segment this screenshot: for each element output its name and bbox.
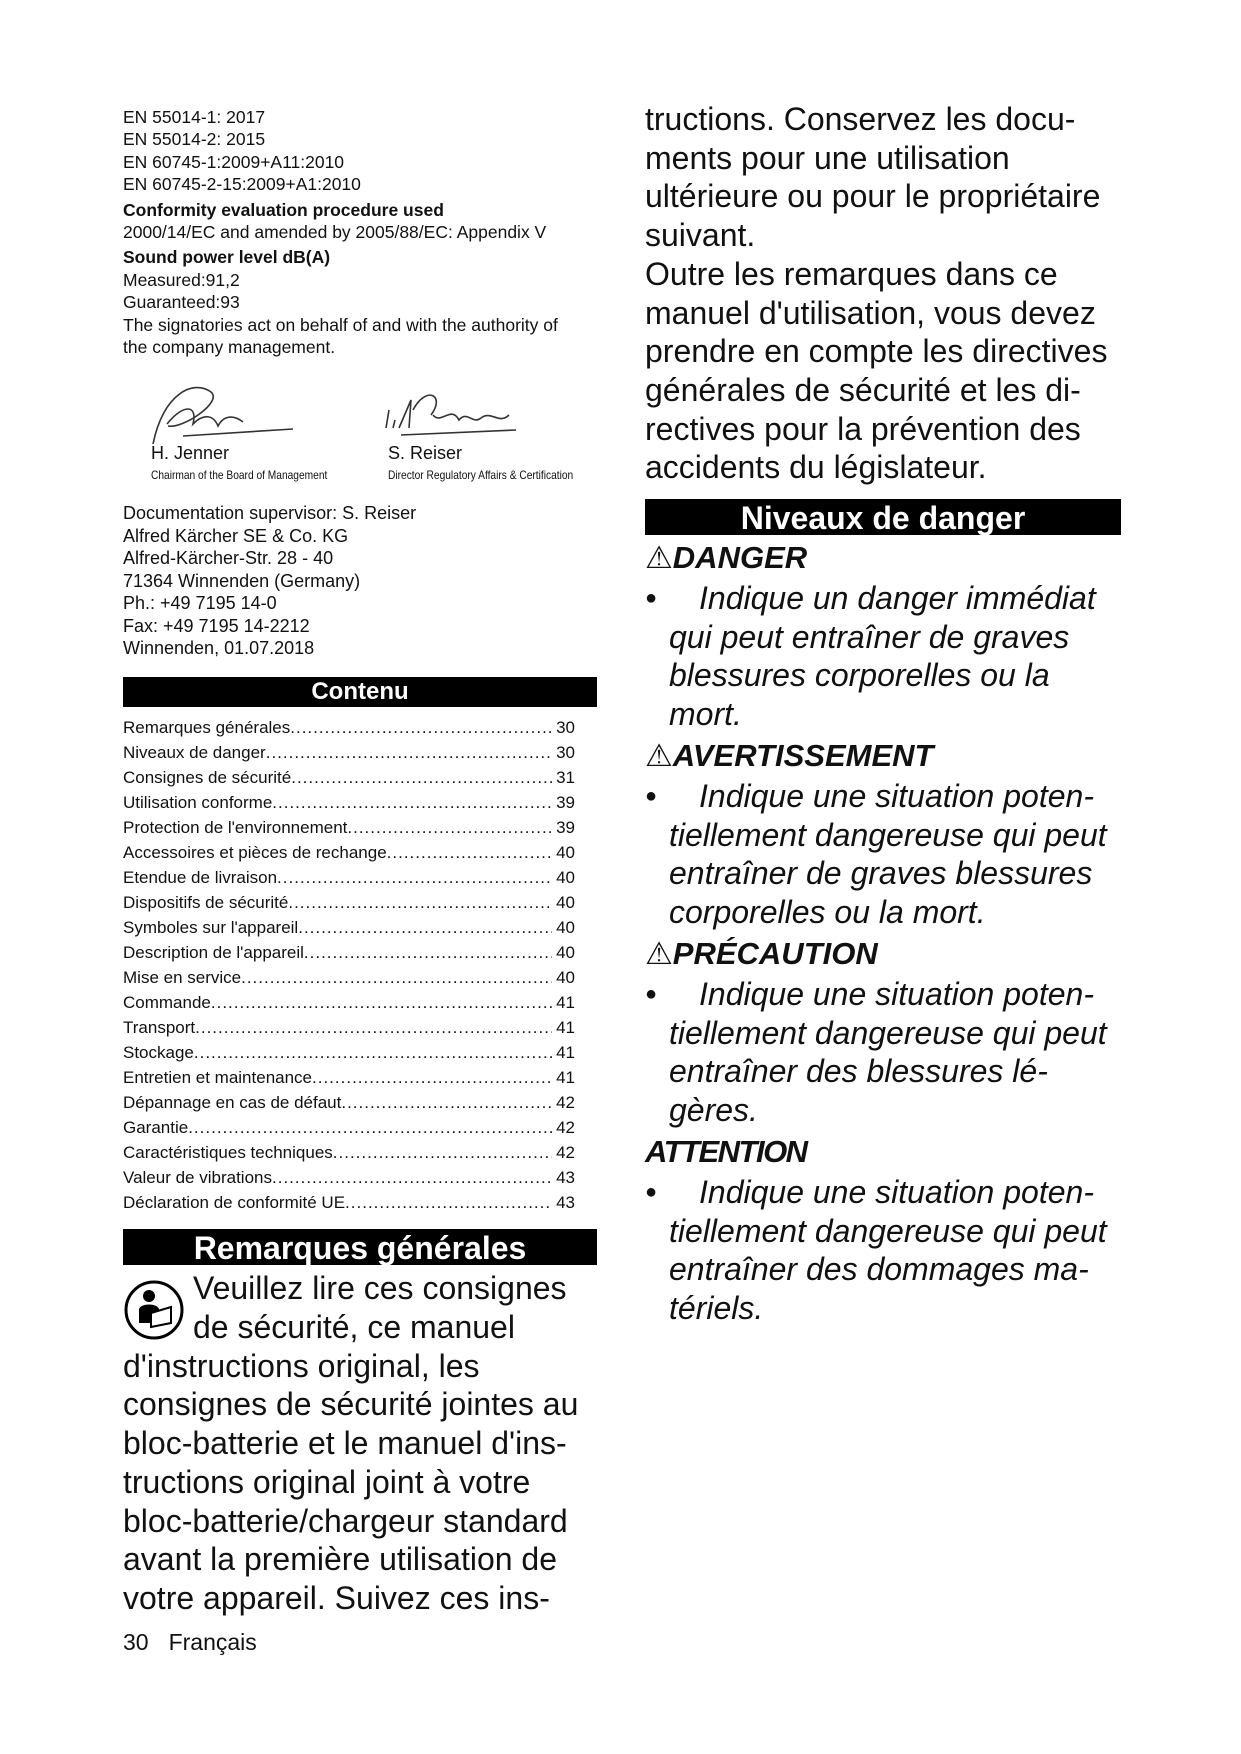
general-notes-line: de sécurité, ce manuel bbox=[193, 1309, 515, 1346]
description-line: Indique une situation poten- bbox=[699, 778, 1094, 815]
bullet-icon: ● bbox=[645, 785, 658, 808]
description-line: blessures corporelles ou la bbox=[669, 657, 1050, 694]
toc-label: Caractéristiques techniques bbox=[123, 1143, 333, 1163]
continued-line: Outre les remarques dans ce bbox=[645, 255, 1058, 292]
attention-description bbox=[645, 1173, 1145, 1327]
toc-page: 39 bbox=[556, 793, 575, 813]
address-line: Winnenden, 01.07.2018 bbox=[123, 637, 315, 658]
continued-line: tructions. Conservez les docu- bbox=[645, 101, 1076, 137]
toc-label: Garantie bbox=[123, 1118, 189, 1138]
address-line: Alfred Kärcher SE & Co. KG bbox=[123, 525, 349, 546]
continued-line: générales de sécurité et les di- bbox=[645, 371, 1081, 408]
description-line: tiellement dangereuse qui peut bbox=[669, 1212, 1107, 1249]
toc-page: 41 bbox=[556, 993, 575, 1013]
description-line: mort. bbox=[669, 695, 742, 732]
signature-block bbox=[123, 370, 609, 502]
toc-row[interactable] bbox=[123, 840, 575, 865]
toc-page: 31 bbox=[556, 768, 575, 788]
conformity-heading: Conformity evaluation procedure used bbox=[123, 199, 444, 220]
read-manual-icon bbox=[123, 1279, 185, 1341]
toc-leader bbox=[333, 1140, 552, 1165]
description-line: tériels. bbox=[669, 1289, 764, 1326]
toc-leader bbox=[345, 1190, 552, 1215]
contents-heading: Contenu bbox=[123, 677, 597, 707]
toc-leader bbox=[266, 740, 552, 765]
toc-page: 41 bbox=[556, 1043, 575, 1063]
toc-row[interactable] bbox=[123, 740, 575, 765]
continued-line: manuel d'utilisation, vous devez bbox=[645, 294, 1096, 331]
description-line: gères. bbox=[669, 1091, 758, 1128]
toc-row[interactable] bbox=[123, 715, 575, 740]
toc-leader bbox=[277, 865, 552, 890]
toc-label: Commande bbox=[123, 993, 211, 1013]
authority-line: the company management. bbox=[123, 337, 336, 358]
sound-measured: Measured:91,2 bbox=[123, 269, 240, 290]
toc-row[interactable] bbox=[123, 1090, 575, 1115]
address-line: Alfred-Kärcher-Str. 28 - 40 bbox=[123, 548, 334, 569]
standard-line: EN 55014-1: 2017 bbox=[123, 107, 266, 127]
conformity-text: 2000/14/EC and amended by 2005/88/EC: Appendix V bbox=[123, 222, 547, 243]
continued-line: suivant. bbox=[645, 217, 756, 254]
toc-row[interactable] bbox=[123, 1190, 575, 1215]
general-notes-line: bloc-batterie/chargeur standard bbox=[123, 1502, 568, 1539]
language-label: Français bbox=[168, 1629, 257, 1655]
toc-label: Protection de l'environnement bbox=[123, 818, 348, 838]
bullet-icon: ● bbox=[645, 983, 658, 1006]
general-notes-line: avant la première utilisation de bbox=[123, 1541, 558, 1578]
general-notes-line: votre appareil. Suivez ces ins- bbox=[123, 1579, 550, 1616]
continued-line: prendre en compte les directives bbox=[645, 333, 1108, 370]
table-of-contents bbox=[123, 715, 575, 1215]
description-line: Indique un danger immédiat bbox=[699, 580, 1096, 617]
sound-heading: Sound power level dB(A) bbox=[123, 247, 331, 268]
toc-leader bbox=[195, 1015, 552, 1040]
toc-row[interactable] bbox=[123, 790, 575, 815]
right-column bbox=[645, 100, 1145, 1331]
toc-page: 40 bbox=[556, 868, 575, 888]
toc-label: Etendue de livraison bbox=[123, 868, 278, 888]
toc-label: Accessoires et pièces de rechange bbox=[123, 843, 387, 863]
description-line: qui peut entraîner de graves bbox=[669, 618, 1070, 655]
general-notes-line: bloc-batterie et le manuel d'ins- bbox=[123, 1425, 567, 1462]
bullet-icon: ● bbox=[645, 1181, 658, 1204]
toc-leader bbox=[312, 1065, 552, 1090]
toc-label: Dispositifs de sécurité bbox=[123, 893, 289, 913]
description-line: tiellement dangereuse qui peut bbox=[669, 816, 1107, 853]
toc-leader bbox=[304, 940, 552, 965]
description-line: entraîner des dommages ma- bbox=[669, 1251, 1089, 1288]
signatory-name: H. Jenner bbox=[151, 443, 230, 464]
toc-page: 43 bbox=[556, 1193, 575, 1213]
page-footer bbox=[123, 1629, 277, 1656]
continued-line: ultérieure ou pour le propriétaire bbox=[645, 178, 1101, 215]
toc-label: Entretien et maintenance bbox=[123, 1068, 313, 1088]
signatory-title: Director Regulatory Affairs & Certification bbox=[388, 468, 574, 483]
address-line: Fax: +49 7195 14-2212 bbox=[123, 615, 310, 636]
toc-page: 30 bbox=[556, 718, 575, 738]
authority-line: The signatories act on behalf of and with the authority of bbox=[123, 314, 558, 335]
toc-label: Dépannage en cas de défaut bbox=[123, 1093, 342, 1113]
toc-page: 40 bbox=[556, 893, 575, 913]
toc-leader bbox=[387, 840, 552, 865]
toc-label: Stockage bbox=[123, 1043, 194, 1063]
danger-heading: ⚠DANGER bbox=[645, 540, 808, 576]
description-line: Indique une situation poten- bbox=[699, 1174, 1094, 1211]
continued-line: accidents du législateur. bbox=[645, 449, 987, 486]
toc-leader bbox=[341, 1090, 552, 1115]
toc-row[interactable] bbox=[123, 815, 575, 840]
description-line: entraîner de graves blessures bbox=[669, 855, 1093, 892]
toc-label: Mise en service bbox=[123, 968, 242, 988]
toc-row[interactable] bbox=[123, 1165, 575, 1190]
toc-leader bbox=[272, 790, 552, 815]
toc-leader bbox=[188, 1115, 552, 1140]
toc-leader bbox=[288, 890, 552, 915]
description-line: tiellement dangereuse qui peut bbox=[669, 1014, 1107, 1051]
toc-label: Symboles sur l'appareil bbox=[123, 918, 299, 938]
toc-leader bbox=[298, 915, 552, 940]
toc-page: 41 bbox=[556, 1018, 575, 1038]
signatory-title: Chairman of the Board of Management bbox=[151, 468, 328, 483]
address-line: Ph.: +49 7195 14-0 bbox=[123, 593, 277, 614]
signature-reiser bbox=[381, 380, 521, 440]
danger-levels-heading: Niveaux de danger bbox=[645, 499, 1121, 535]
general-notes-line: d'instructions original, les bbox=[123, 1347, 480, 1384]
toc-label: Niveaux de danger bbox=[123, 743, 266, 763]
general-notes-line: consignes de sécurité jointes au bbox=[123, 1386, 579, 1423]
toc-row[interactable] bbox=[123, 1140, 575, 1165]
left-column bbox=[123, 106, 609, 1618]
toc-page: 42 bbox=[556, 1143, 575, 1163]
toc-row[interactable] bbox=[123, 965, 575, 990]
warning-heading: ⚠AVERTISSEMENT bbox=[645, 738, 934, 774]
caution-heading: ⚠PRÉCAUTION bbox=[645, 936, 878, 972]
toc-page: 42 bbox=[556, 1093, 575, 1113]
general-notes-line: tructions original joint à votre bbox=[123, 1463, 531, 1500]
toc-label: Description de l'appareil bbox=[123, 943, 304, 963]
address-line: Documentation supervisor: S. Reiser bbox=[123, 503, 417, 524]
toc-label: Transport bbox=[123, 1018, 196, 1038]
toc-row[interactable] bbox=[123, 915, 575, 940]
toc-page: 40 bbox=[556, 918, 575, 938]
continued-line: rectives pour la prévention des bbox=[645, 410, 1081, 447]
general-notes-heading: Remarques générales bbox=[123, 1229, 597, 1265]
general-notes-line: Veuillez lire ces consignes bbox=[193, 1270, 567, 1307]
toc-leader bbox=[272, 1165, 552, 1190]
toc-page: 41 bbox=[556, 1068, 575, 1088]
description-line: corporelles ou la mort. bbox=[669, 893, 986, 930]
standard-line: EN 55014-2: 2015 bbox=[123, 129, 266, 150]
toc-row[interactable] bbox=[123, 940, 575, 965]
toc-label: Valeur de vibrations bbox=[123, 1168, 272, 1188]
caution-description bbox=[645, 975, 1145, 1129]
sound-guaranteed: Guaranteed:93 bbox=[123, 292, 240, 313]
toc-label: Remarques générales bbox=[123, 718, 291, 738]
toc-page: 40 bbox=[556, 968, 575, 988]
toc-label: Déclaration de conformité UE bbox=[123, 1193, 346, 1213]
signature-jenner bbox=[123, 374, 303, 454]
toc-row[interactable] bbox=[123, 990, 575, 1015]
toc-page: 40 bbox=[556, 843, 575, 863]
toc-row[interactable] bbox=[123, 1040, 575, 1065]
toc-leader bbox=[241, 965, 552, 990]
attention-heading: ATTENTION bbox=[645, 1134, 807, 1170]
toc-row[interactable] bbox=[123, 1065, 575, 1090]
toc-label: Utilisation conforme bbox=[123, 793, 273, 813]
toc-page: 43 bbox=[556, 1168, 575, 1188]
toc-row[interactable] bbox=[123, 865, 575, 890]
continued-line: ments pour une utilisation bbox=[645, 139, 1010, 176]
standard-line: EN 60745-1:2009+A11:2010 bbox=[123, 151, 345, 172]
bullet-icon: ● bbox=[645, 587, 658, 610]
toc-page: 30 bbox=[556, 743, 575, 763]
description-line: Indique une situation poten- bbox=[699, 976, 1094, 1013]
toc-row[interactable] bbox=[123, 765, 575, 790]
toc-label: Consignes de sécurité bbox=[123, 768, 292, 788]
danger-description bbox=[645, 579, 1145, 733]
toc-leader bbox=[211, 990, 552, 1015]
standard-line: EN 60745-2-15:2009+A1:2010 bbox=[123, 174, 361, 195]
signatory-name: S. Reiser bbox=[388, 443, 463, 464]
address-line: 71364 Winnenden (Germany) bbox=[123, 570, 361, 591]
page-number: 30 bbox=[123, 1629, 149, 1655]
toc-leader bbox=[347, 815, 552, 840]
description-line: entraîner des blessures lé- bbox=[669, 1053, 1048, 1090]
toc-page: 42 bbox=[556, 1118, 575, 1138]
toc-row[interactable] bbox=[123, 890, 575, 915]
toc-page: 39 bbox=[556, 818, 575, 838]
toc-leader bbox=[194, 1040, 552, 1065]
toc-leader bbox=[291, 765, 552, 790]
toc-row[interactable] bbox=[123, 1015, 575, 1040]
toc-leader bbox=[290, 715, 552, 740]
toc-row[interactable] bbox=[123, 1115, 575, 1140]
toc-page: 40 bbox=[556, 943, 575, 963]
warning-description bbox=[645, 777, 1145, 931]
general-notes-body bbox=[123, 1269, 609, 1617]
